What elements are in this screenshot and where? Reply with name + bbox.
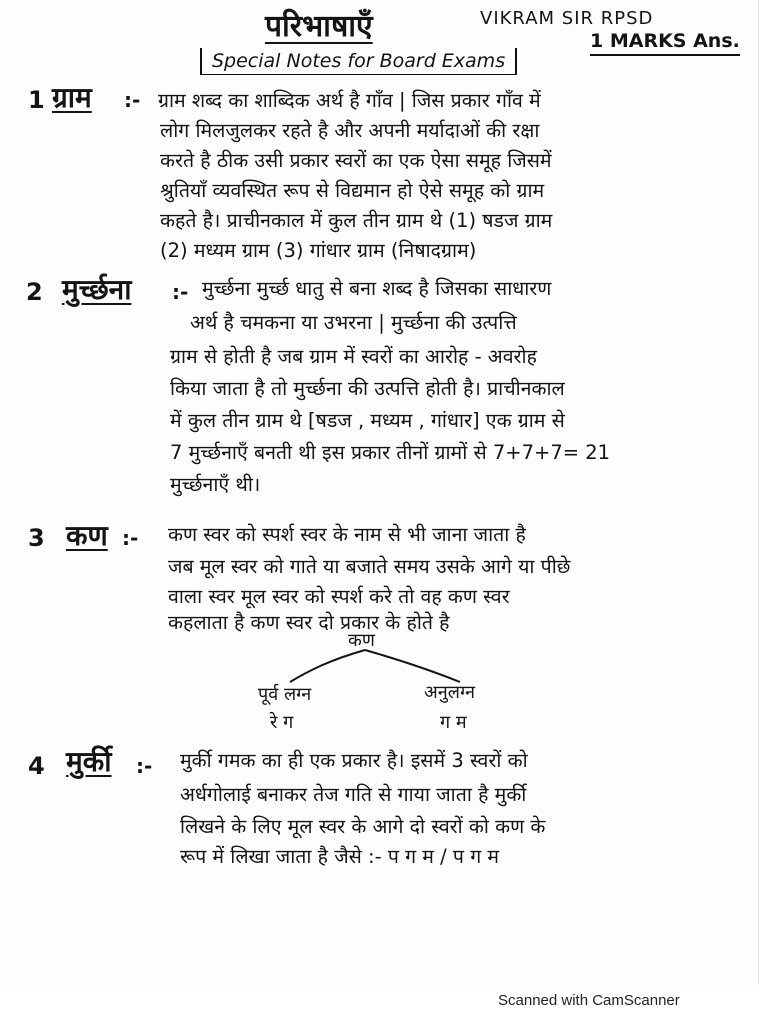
section-term: ग्राम [52,81,92,114]
section-line: मुर्च्छनाएँ थी। [170,473,261,496]
section-line: लिखने के लिए मूल स्वर के आगे दो स्वरों को कण के [180,815,546,838]
section-line: 7 मुर्च्छनाएँ बनती थी इस प्रकार तीनों ग्रामों से 7+7+7= 21 [170,441,611,464]
tree-right-example: ग म [440,712,467,733]
section-line: कहते है। प्राचीनकाल में कुल तीन ग्राम थे (1) षडज ग्राम [160,209,553,232]
section-separator: :- [136,754,153,778]
section-separator: :- [122,526,139,550]
section-line: कण स्वर को स्पर्श स्वर के नाम से भी जाना जाता है [168,523,526,546]
author-label: VIKRAM SIR RPSD [480,8,654,29]
section-separator: :- [172,280,189,304]
section-line: अर्थ है चमकना या उभरना | मुर्च्छना की उत्पत्ति [190,311,517,334]
section-line: (2) मध्यम ग्राम (3) गांधार ग्राम (निषादग्राम) [160,239,477,262]
section-line: श्रुतियाँ व्यवस्थित रूप से विद्यमान हो ऐसे समूह को ग्राम [160,179,545,202]
tree-left-label: पूर्व लग्न [258,684,312,705]
tree-right-label: अनुलग्न [424,682,475,703]
section-line: ग्राम से होती है जब ग्राम में स्वरों का आरोह - अवरोह [170,345,537,368]
section-line: कहलाता है कण स्वर दो प्रकार के होते है [168,611,450,634]
section-line: मुर्की गमक का ही एक प्रकार है। इसमें 3 स्वरों को [180,749,528,772]
section-term: मुर्च्छना [62,273,132,306]
subtitle-label: Special Notes for Board Exams [200,48,517,75]
scanner-watermark: Scanned with CamScanner [498,992,680,1009]
section-line: जब मूल स्वर को गाते या बजाते समय उसके आगे या पीछे [168,555,571,578]
section-number: 4 [28,752,45,780]
section-number: 2 [26,278,43,306]
section-line: मुर्च्छना मुर्च्छ धातु से बना शब्द है जिसका साधारण [202,277,552,300]
section-number: 3 [28,524,45,552]
tree-branch-right [365,650,460,682]
section-term: मुर्की [66,745,112,778]
marks-label: 1 MARKS Ans. [590,30,740,56]
section-line: लोग मिलजुलकर रहते है और अपनी मर्यादाओं की रक्षा [160,119,540,142]
tree-left-example: रे ग [270,712,294,733]
section-number: 1 [28,86,45,114]
page-title: परिभाषाएँ [265,9,373,44]
tree-root-label: कण [348,630,375,651]
section-line: करते है ठीक उसी प्रकार स्वरों का एक ऐसा समूह जिसमें [160,149,552,172]
section-line: वाला स्वर मूल स्वर को स्पर्श करे तो वह कण स्वर [168,585,510,608]
section-line: ग्राम शब्द का शाब्दिक अर्थ है गाँव | जिस प्रकार गाँव में [158,89,541,112]
section-line: रूप में लिखा जाता है जैसे :- प ग म / प ग म [180,845,500,868]
section-line: अर्धगोलाई बनाकर तेज गति से गाया जाता है मुर्की [180,783,527,806]
tree-branch-left [290,650,365,682]
section-term: कण [66,519,108,552]
section-line: किया जाता है तो मुर्च्छना की उत्पत्ति होती है। प्राचीनकाल [170,377,565,400]
section-separator: :- [124,88,141,112]
section-line: में कुल तीन ग्राम थे [षडज , मध्यम , गांधार] एक ग्राम से [170,409,565,432]
